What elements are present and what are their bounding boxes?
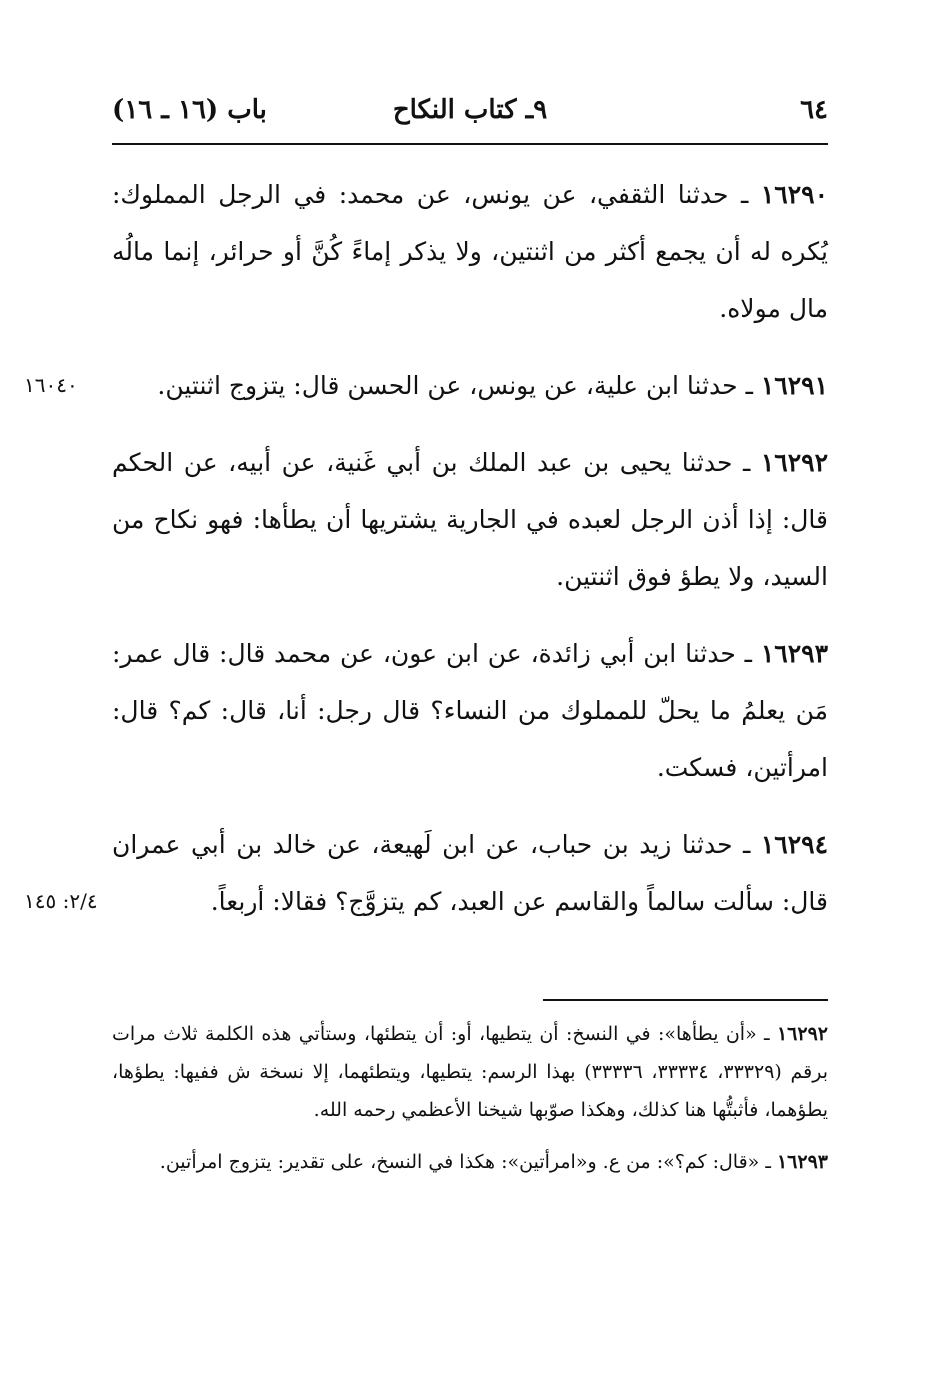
hadith-number: ١٦٢٩٠	[760, 180, 828, 209]
header-divider	[112, 143, 828, 145]
footnote-divider	[543, 999, 828, 1001]
hadith-entry	[24, 816, 828, 930]
book-title: ٩ـ كتاب النكاح	[392, 95, 548, 125]
hadith-number: ١٦٢٩٢	[760, 448, 828, 477]
footnote-text: ـ «قال: كم؟»: من ع. و«امرأتين»: هكذا في النسخ، على تقدير: يتزوج امرأتين.	[159, 1151, 771, 1173]
hadith-text: ـ حدثنا ابن علية، عن يونس، عن الحسن قال: يتزوج اثنتين.	[157, 371, 753, 400]
hadith-number: ١٦٢٩٤	[760, 830, 828, 859]
margin-reference: ١٦٠٤٠	[24, 373, 78, 397]
hadith-entry	[24, 357, 828, 414]
footnote	[112, 1143, 828, 1181]
hadith-text: ـ حدثنا الثقفي، عن يونس، عن محمد: في الرجل المملوك: يُكره له أن يجمع أكثر من اثنتين، ولا يذكر إماءً كُنَّ أو حرائر، إنما مالُه مال مولاه.	[112, 180, 828, 323]
hadith-text: ـ حدثنا ابن أبي زائدة، عن ابن عون، عن محمد قال: قال عمر: مَن يعلمُ ما يحلّ للمملوك من النساء؟ قال رجل: أنا، قال: كم؟ قال: امرأتين، فسكت.	[112, 639, 828, 782]
hadith-entry	[112, 434, 828, 605]
hadith-number: ١٦٢٩١	[760, 371, 828, 400]
hadith-text: ـ حدثنا زيد بن حباب، عن ابن لَهيعة، عن خالد بن أبي عمران قال: سألت سالماً والقاسم عن العبد، كم يتزوَّج؟ فقالا: أربعاً.	[112, 830, 828, 916]
footnotes	[112, 1015, 828, 1195]
hadith-entry	[112, 166, 828, 337]
footnote	[112, 1015, 828, 1129]
footnote-number: ١٦٢٩٣	[776, 1151, 828, 1173]
page-header	[112, 92, 828, 136]
hadith-text: ـ حدثنا يحيى بن عبد الملك بن أبي غَنية، عن أبيه، عن الحكم قال: إذا أذن الرجل لعبده في الجارية يشتريها أن يطأها: فهو نكاح من السيد، ولا يطؤ فوق اثنتين.	[112, 448, 828, 591]
margin-reference: ٢/٤: ١٤٥	[24, 889, 98, 913]
main-text	[24, 166, 828, 950]
footnote-number: ١٦٢٩٢	[776, 1023, 828, 1045]
page-number: ٦٤	[800, 95, 828, 125]
hadith-entry	[112, 625, 828, 796]
footnote-text: ـ «أن يطأها»: في النسخ: أن يتطيها، أو: أن يتطئها، وستأتي هذه الكلمة ثلاث مرات برقم (٣٣٣٢٩، ٣٣٣٣٤، ٣٣٣٣٦) بهذا الرسم: يتطيها، ويتطئهما، إلا نسخة ش ففيها: يطؤها، يطؤهما، فأثبتُّها هنا كذلك، وهكذا صوّبها شيخنا الأعظمي رحمه الله.	[112, 1023, 829, 1121]
chapter-label: باب (١٦ ـ ١٦)	[112, 95, 267, 125]
hadith-number: ١٦٢٩٣	[760, 639, 828, 668]
